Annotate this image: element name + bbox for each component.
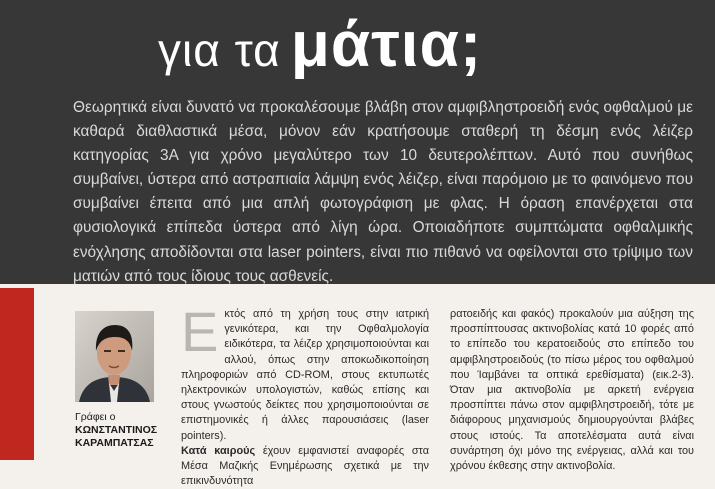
author-portrait xyxy=(75,311,154,402)
accent-red-bar xyxy=(0,288,34,460)
author-name: ΚΩΝΣΤΑΝΤΙΝΟΣ ΚΑΡΑΜΠΑΤΣΑΣ xyxy=(75,424,158,449)
article-paragraph-col2: ρατοειδής και φακός) προκαλούν μια αύξηση της προσπίπτουσας ακτινοβολίας κατά 10 φορές από το επίπεδο του κερατοειδούς στο επίπεδο του αμφιβληστροειδούς (το πίσω μέρος του οφθαλμού που Ίαμβάνει τα οπτικά ερεθίσματα) (εικ.2-3). Όταν μια ακτινοβολία με αρκετή ενέργεια προσπίπτει πάνω στον αμφιβληστροειδή, τότε με διάφορους μηχανισμούς δημιουργούνται βλάβες στους ιστούς. Τα αποτελέσματα αυτά είναι συνάρτηση όχι μόνο της ενέργειας, αλλά και του χρόνου έκθεσης στην ακτινοβολία. xyxy=(450,308,694,473)
intro-paragraph: Θεωρητικά είναι δυνατό να προκαλέσουμε βλάβη στον αμφιβληστροειδή ενός οφθαλμού με καθαρά διαθλαστικά μέσα, μόνον εάν κρατήσουμε σταθερή τη δέσμη ενός λέιζερ κατηγορίας 3Α για χρόνο μεγαλύτερο των 10 δευτερολέπτων. Αυτό που συνήθως συμβαίνει, ύστερα από αστραπιαία λάμψη ενός λέιζερ, είναι παρόμοιο με το φαινόμενο που συμβαίνει έπειτα από μια απλή φωτογράφιση με φλας. Η όραση επανέρχεται στα φυσιολογικά επίπεδα ύστερα από λίγη ώρα. Οποιαδήποτε συμπτώματα οφθαλμικής ενόχλησης αποδίδονται στα laser pointers, είναι πιο πιθανό να οφείλονται στο τρίψιμο των ματιών από τους ίδιους τους ασθενείς. xyxy=(73,99,693,285)
article-column-1 xyxy=(181,300,429,489)
paragraph-lead-in: Κατά καιρούς xyxy=(181,444,256,457)
drop-cap: Ε xyxy=(181,300,219,363)
article-paragraph-2 xyxy=(181,444,429,489)
article-column-2 xyxy=(450,307,694,474)
article-paragraph-1: κτός από τη χρήση τους στην ιατρική γενικότερα, και την Οφθαλμολογία ειδικότερα, τα λέιζερ χρησιμοποιούνται και αλλού, όπως στην αποκωδικοποίηση πληροφοριών από CD-ROM, στους εκτυπωτές ηλεκτρονικών υπολογιστών, καθώς επίσης και στους γνωστούς δείκτες που χρησιμοποιούνται σε επιστημονικές ή άλλες παρουσιάσεις (laser pointers). xyxy=(181,308,429,442)
title-bold: μάτια; xyxy=(290,8,483,80)
title-light: για τα xyxy=(158,24,281,76)
portrait-image xyxy=(75,311,154,402)
paragraph-2-text: έχουν εμφανιστεί αναφορές στα Μέσα Μαζικής Ενημέρωσης σχετικά με την επικινδυνότητα xyxy=(181,444,429,488)
author-caption xyxy=(75,411,175,450)
page-title xyxy=(158,8,483,80)
author-prefix: Γράφει ο xyxy=(75,411,116,423)
